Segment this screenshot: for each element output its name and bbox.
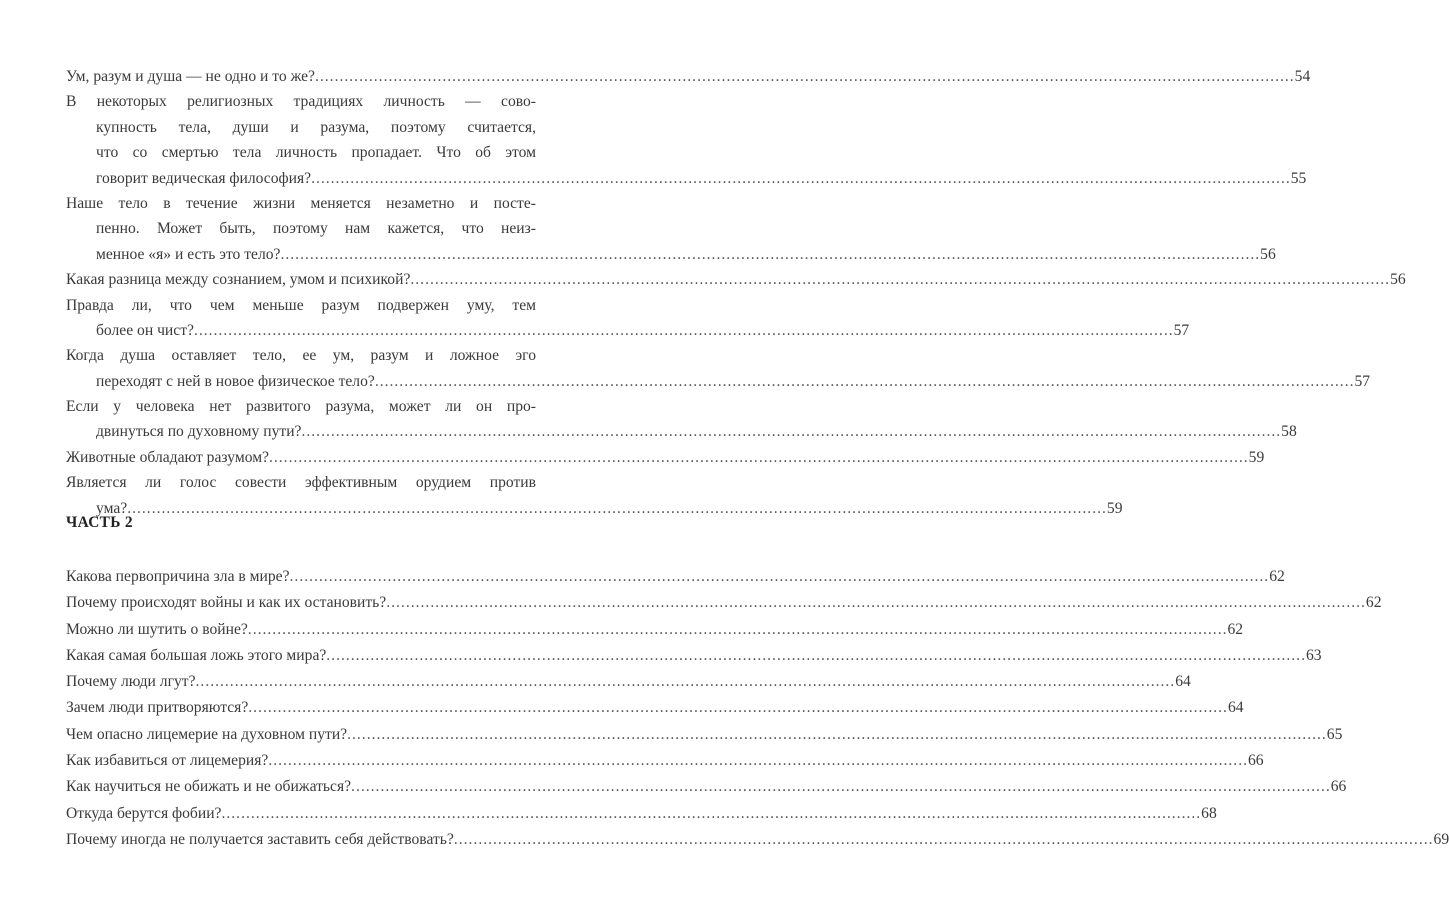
toc-entry-last-line xyxy=(66,64,1311,89)
toc-entry-last-line xyxy=(66,590,1382,616)
dot-leader: ........................................................................................................................................................................................................ xyxy=(311,169,1291,187)
toc-entry-last-line xyxy=(66,318,1190,343)
dot-leader: ........................................................................................................................................................................................................ xyxy=(386,594,1366,612)
dot-leader: ........................................................................................................................................................................................................ xyxy=(351,778,1331,796)
toc-entry-last-line xyxy=(66,695,1244,721)
dot-leader: ........................................................................................................................................................................................................ xyxy=(221,804,1202,822)
toc-entry-title: менное «я» и есть это тело? xyxy=(96,245,281,263)
toc-page-number: 59 xyxy=(1248,448,1265,466)
toc-page-number: 68 xyxy=(1201,804,1217,822)
toc-entry-last-line xyxy=(66,445,1265,470)
toc-entry-last-line xyxy=(66,166,1307,191)
toc-page-number: 69 xyxy=(1433,830,1449,848)
dot-leader: ........................................................................................................................................................................................................ xyxy=(193,321,1174,339)
toc-entry-title: Как научиться не обижать и не обижаться? xyxy=(66,778,352,796)
toc-part-2 xyxy=(66,564,1449,853)
toc-page-number: 56 xyxy=(1260,245,1276,263)
toc-entry xyxy=(66,64,1311,89)
dot-leader: ........................................................................................................................................................................................................ xyxy=(314,68,1295,85)
toc-entry-title: Зачем люди притворяются? xyxy=(66,699,249,717)
dot-leader: ........................................................................................................................................................................................................ xyxy=(127,499,1107,517)
toc-entry xyxy=(66,748,1264,774)
toc-entry-title: говорит ведическая философия? xyxy=(96,169,312,187)
toc-entry-last-line xyxy=(66,774,1347,800)
dot-leader: ........................................................................................................................................................................................................ xyxy=(326,646,1306,664)
dot-leader: ........................................................................................................................................................................................................ xyxy=(247,620,1228,638)
toc-entry xyxy=(66,695,1244,721)
toc-entry xyxy=(66,774,1347,800)
toc-entry-last-line xyxy=(66,643,1322,669)
toc-page-number: 64 xyxy=(1175,673,1191,691)
toc-page-number: 55 xyxy=(1290,169,1307,187)
toc-entry-last-line xyxy=(66,564,1285,590)
toc-page-number: 58 xyxy=(1281,423,1297,441)
toc-page-number: 63 xyxy=(1305,646,1322,664)
toc-entry xyxy=(66,827,1449,853)
toc-entry-title: Почему иногда не получается заставить себя действовать? xyxy=(66,830,454,848)
toc-entry-last-line xyxy=(66,801,1217,827)
toc-page-number: 56 xyxy=(1390,271,1406,289)
toc-entry xyxy=(66,267,1406,292)
toc-entry xyxy=(66,590,1382,616)
toc-page-number: 54 xyxy=(1294,68,1311,85)
toc-entry xyxy=(66,669,1191,695)
toc-page-number: 62 xyxy=(1227,620,1244,638)
toc-page-number: 57 xyxy=(1354,372,1371,390)
toc-entry-text-line: что со смертью тела личность пропадает. Что об этом xyxy=(96,144,536,162)
dot-leader: ........................................................................................................................................................................................................ xyxy=(453,830,1434,848)
toc-part-1 xyxy=(66,64,1406,521)
toc-entry-last-line xyxy=(66,267,1406,292)
toc-entry-text-line: Когда душа оставляет тело, ее ум, разум и ложное эго xyxy=(66,347,536,365)
toc-entry-title: Почему происходят войны и как их остановить? xyxy=(66,594,387,612)
toc-entry-text-line: Наше тело в течение жизни меняется незаметно и посте- xyxy=(66,194,536,212)
toc-entry-text-line: пенно. Может быть, поэтому нам кажется, что неиз- xyxy=(96,220,536,238)
toc-entry xyxy=(66,191,1276,267)
toc-entry-title: двинуться по духовному пути? xyxy=(96,423,302,441)
toc-page-number: 64 xyxy=(1227,699,1244,717)
toc-entry-title: Можно ли шутить о войне? xyxy=(66,620,248,638)
toc-entry-text-line: Является ли голос совести эффективным орудием против xyxy=(66,474,536,492)
toc-entry xyxy=(66,445,1265,470)
toc-page-number: 65 xyxy=(1326,725,1343,743)
dot-leader: ........................................................................................................................................................................................................ xyxy=(410,271,1391,289)
toc-entry-title: Какая самая большая ложь этого мира? xyxy=(66,646,327,664)
toc-page-number: 57 xyxy=(1173,321,1190,339)
toc-entry-title: Почему люди лгут? xyxy=(66,673,196,691)
toc-entry-last-line xyxy=(66,669,1191,695)
toc-entry-text-line: купность тела, души и разума, поэтому считается, xyxy=(96,118,536,136)
part-2-heading: ЧАСТЬ 2 xyxy=(66,514,133,531)
toc-entry xyxy=(66,89,1307,191)
dot-leader: ........................................................................................................................................................................................................ xyxy=(347,725,1327,743)
toc-entry xyxy=(66,801,1217,827)
toc-entry-last-line xyxy=(66,496,1123,521)
toc-entry-last-line xyxy=(66,722,1343,748)
toc-entry-title: Ум, разум и душа — не одно и то же? xyxy=(66,68,315,85)
dot-leader: ........................................................................................................................................................................................................ xyxy=(289,568,1270,585)
toc-page-number: 66 xyxy=(1330,778,1347,796)
toc-entry-last-line xyxy=(66,242,1276,267)
toc-entry-title: Чем опасно лицемерие на духовном пути? xyxy=(66,725,348,743)
dot-leader: ........................................................................................................................................................................................................ xyxy=(248,699,1228,717)
toc-entry-text-line: В некоторых религиозных традициях личность — сово- xyxy=(66,93,536,111)
toc-entry xyxy=(66,564,1285,590)
toc-entry-title: Какая разница между сознанием, умом и психикой? xyxy=(66,271,411,289)
dot-leader: ........................................................................................................................................................................................................ xyxy=(301,423,1282,441)
toc-entry xyxy=(66,470,1123,521)
toc-entry xyxy=(66,293,1190,344)
toc-page-number: 66 xyxy=(1248,752,1264,770)
toc-page-number: 62 xyxy=(1269,568,1285,585)
dot-leader: ........................................................................................................................................................................................................ xyxy=(374,372,1355,390)
toc-entry-last-line xyxy=(66,419,1297,444)
toc-entry-title: ума? xyxy=(96,499,128,517)
toc-entry-last-line xyxy=(66,827,1449,853)
toc-entry-title: Как избавиться от лицемерия? xyxy=(66,752,269,770)
toc-entry-title: более он чист? xyxy=(96,321,194,339)
toc-entry-title: Какова первопричина зла в мире? xyxy=(66,568,290,585)
toc-page-number: 59 xyxy=(1106,499,1123,517)
toc-entry xyxy=(66,722,1343,748)
toc-page-number: 62 xyxy=(1365,594,1382,612)
toc-entry-title: Откуда берутся фобии? xyxy=(66,804,222,822)
toc-entry xyxy=(66,394,1297,445)
dot-leader: ........................................................................................................................................................................................................ xyxy=(195,673,1176,691)
toc-entry xyxy=(66,343,1371,394)
dot-leader: ........................................................................................................................................................................................................ xyxy=(268,752,1248,770)
dot-leader: ........................................................................................................................................................................................................ xyxy=(280,245,1261,263)
toc-entry-text-line: Если у человека нет развитого разума, может ли он про- xyxy=(66,398,536,416)
toc-entry-last-line xyxy=(66,748,1264,774)
toc-entry-title: переходят с ней в новое физическое тело? xyxy=(96,372,375,390)
toc-entry-title: Животные обладают разумом? xyxy=(66,448,269,466)
toc-entry xyxy=(66,617,1244,643)
toc-entry-text-line: Правда ли, что чем меньше разум подвержен уму, тем xyxy=(66,296,536,314)
dot-leader: ........................................................................................................................................................................................................ xyxy=(268,448,1249,466)
toc-entry xyxy=(66,643,1322,669)
toc-entry-last-line xyxy=(66,369,1371,394)
toc-entry-last-line xyxy=(66,617,1244,643)
